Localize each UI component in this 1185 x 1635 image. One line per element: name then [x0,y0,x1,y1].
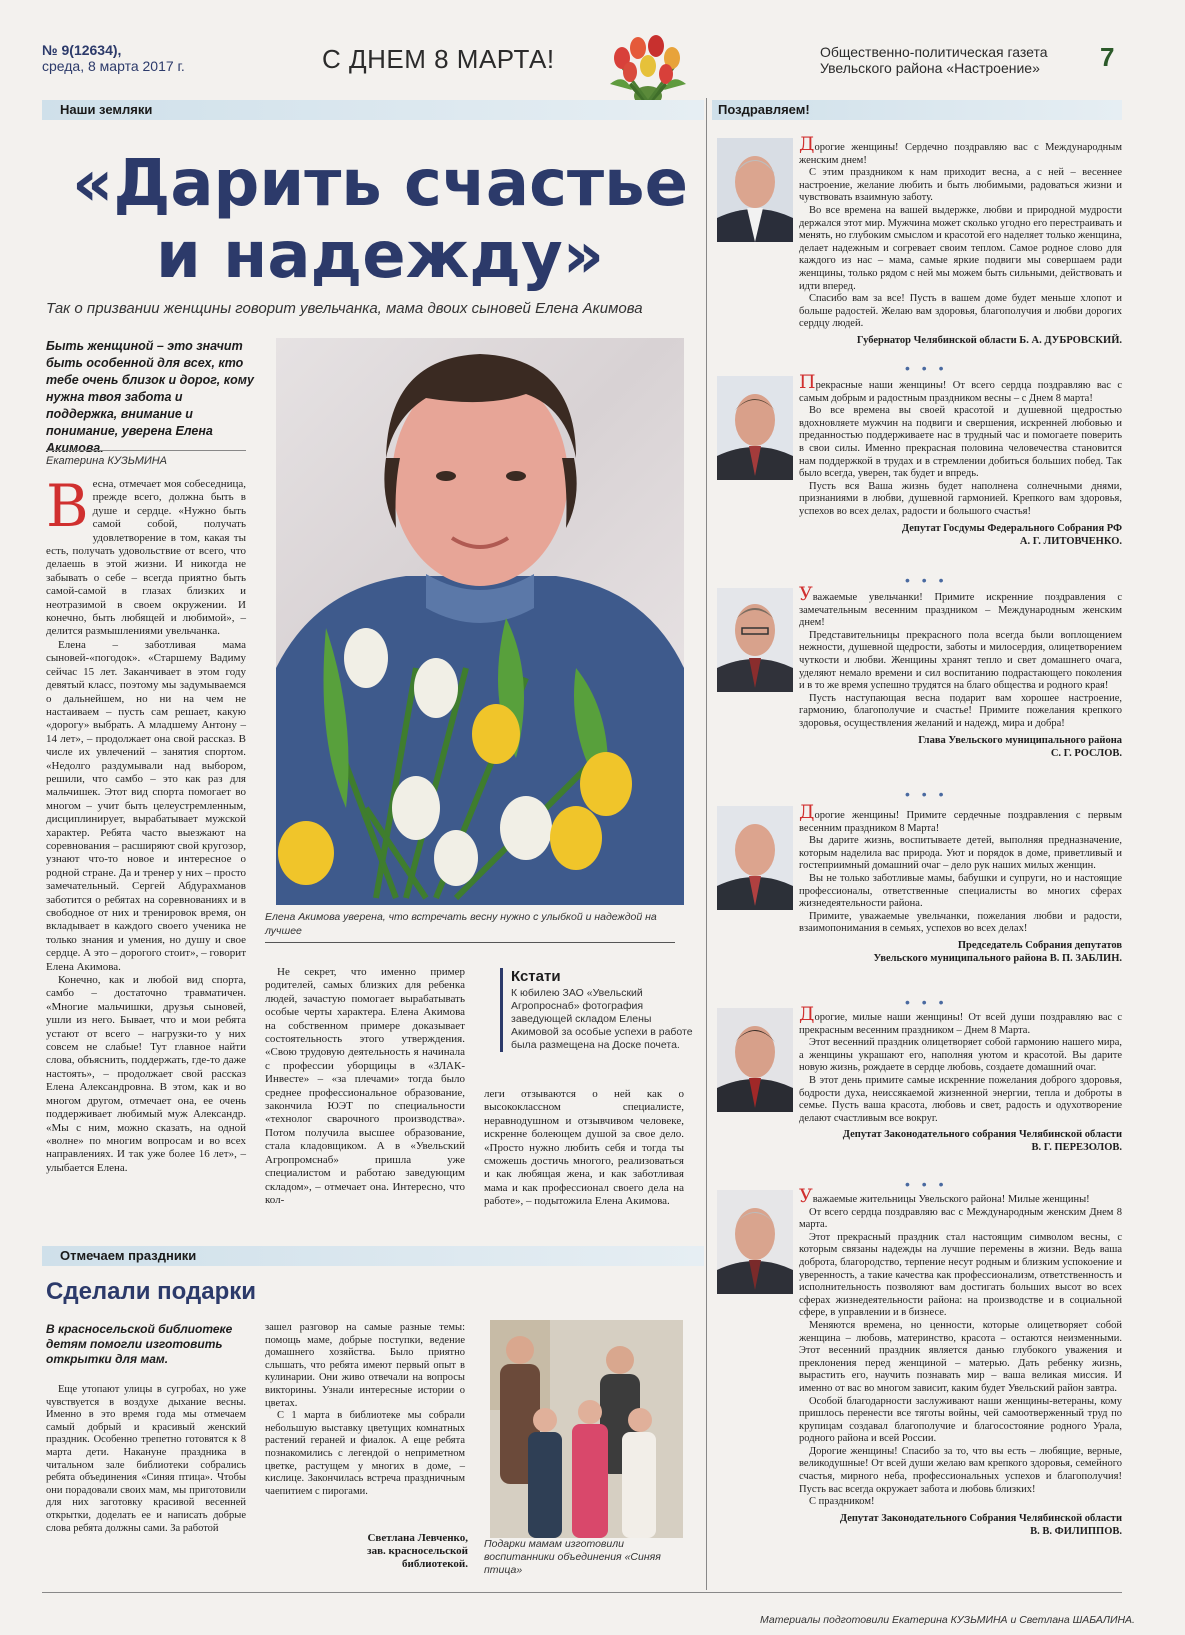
greeting-drop-letter: Д [799,1003,815,1025]
signature-role-1: зав. красносельской [367,1545,468,1557]
separator-dots: • • • [905,994,948,1010]
separator-dots: • • • [905,1176,948,1192]
greeting-card-4 [717,801,1122,992]
greeting-paragraph: Особой благодарности заслуживают наши женщины-ветераны, кому пришлось перенести все тяготы войны, чей самоотверженный труд по крупицам создавал благополучие и благосостояние родного Урала, родного района и всей России. [799,1395,1122,1445]
greeting-card-5 [717,1003,1122,1178]
headline-line-2: и надежду» [155,219,605,293]
article-column-2 [265,966,465,1207]
newspaper-line-2: Увельского района «Настроение» [820,60,1040,76]
article-subhead: Так о призвании женщины говорит увельчанка, мама двоих сыновей Елена Акимова [46,300,643,317]
greeting-signature: Губернатор Челябинской области Б. А. ДУБРОВСКИЙ. [856,334,1122,346]
greeting-signature: Депутат Законодательного собрания Челябинской области [842,1129,1122,1141]
greeting-paragraph: С этим праздником к нам приходит весна, а с ней – весеннее настроение, желание любить и быть любимыми, радоваться жизни и чувствовать взаимную заботу. [799,167,1122,204]
greeting-drop-letter: П [799,371,816,393]
col3-paragraph: леги отзываются о ней как о высококлассном специалисте, неравнодушном и отзывчивом человеке, искренне болеющем душой за свое дело. «Просто нужно любить себя и тогда ты сможешь достичь многого, реализоваться и как любящая жена, и как заботливая мама и как профессионал своего дела на работе», – подытожила Елена Акимова. [484,1088,684,1208]
article2-column-2 [265,1322,465,1498]
greeting-signature-name: С. Г. РОСЛОВ. [1050,747,1122,759]
col1-paragraph-1: есна, отмечает моя собеседница, прежде всего, должна быть в душе и сердце. «Нужно быть самой собой, получать удовлетворение в том, какая ты есть, получать удовольствие от всего, что делаешь в этой жизни. И никогда не забывать о себе – всегда приятно быть самой-самой в глазах близких и неотразимой в своем окружении. И конечно, быть любящей и любимой», – делится размышлениями увельчанка. [46,478,246,638]
greeting-paragraph: Спасибо вам за все! Пусть в вашем доме будет меньше хлопот и больше радостей. Желаю вам здоровья, благополучия и любви дорогих сердцу людей. [799,293,1122,330]
article2-title: Сделали подарки [46,1278,257,1305]
article-headline [60,148,700,292]
greeting-text [799,801,1122,965]
greeting-text [799,371,1122,548]
portrait-photo [717,138,793,242]
portrait-photo [717,588,793,692]
drop-cap-letter: В [46,472,89,540]
greeting-paragraph: Во все времена на вашей выдержке, любви и природной мудрости держался этот мир. Мужчина может сколько угодно его перестраивать и менять, но глубоким смыслом и красотой его наделяет только женщина, делает надежным и согревает своим теплом. Самое родное слово для каждого из нас – мама, самые яркие подвиги мы совершаем ради женщины, только рядом с ней мы можем быть сильными, действовать и идти вперед. [799,204,1122,292]
section-bar-left: Наши земляки [42,100,704,120]
separator-dots: • • • [905,572,948,588]
article2-lead: В красносельской библиотеке детям помогли изготовить открытки для мам. [46,1322,233,1366]
article2-col2-paragraph-2: С 1 марта в библиотеке мы собрали небольшую выставку цветущих комнатных растений гераней и фиалок. А еще ребята познакомились с легендой о неприметном цветке, растущем у многих в доме, – кислице. Закончилась встреча праздничным чаепитием с пирогами. [265,1410,465,1497]
greeting-paragraph: Пусть наступающая весна подарит вам хорошее настроение, гармонию, благополучие и счастье! Примите пожелания крепкого здоровья, осуществления желаний и надежд, мира и добра! [799,692,1122,729]
greeting-paragraph: Вы не только заботливые мамы, бабушки и супруги, но и настоящие профессионалы, ответственные специалисты во многих сферах жизнедеятельности района. [799,872,1122,910]
greeting-card-6 [717,1185,1122,1580]
greeting-paragraph: орогие женщины! Сердечно поздравляю вас с Международным женским днем! [799,142,1122,166]
footer-credits: Материалы подготовили Екатерина КУЗЬМИНА и Светлана ШАБАЛИНА. [760,1614,1135,1626]
main-photo-caption: Елена Акимова уверена, что встречать весну нужно с улыбкой и надеждой на лучшее [265,910,675,943]
col1-paragraph-3: Конечно, как и любой вид спорта, самбо – достаточно травматичен. «Многие мальчишки, друзья сыновей, ушли из него. Бывает, что и мои ребята устают от всего – нагрузки-то у них совсем не слабые! Тут главное найти слова, объяснить, поддержать, где-то даже настоять», – продолжает свой рассказ Елена Александровна. В этом, как и во многом другом, отмечает она, ее очень поддерживает любимый муж Александр. «Мы с ним, можно сказать, на одной «волне» по многим вопросам и во всех направлениях. И так уже более 16 лет», – улыбается Елена. [46,974,246,1174]
tulip-bouquet-icon [600,24,696,110]
greeting-paragraph: орогие женщины! Примите сердечные поздравления с первым весенним праздником 8 Марта! [799,810,1122,834]
greeting-paragraph: Вы дарите жизнь, воспитываете детей, выполняя предназначение, которым наделила вас природа. Уют и порядок в доме, приветливый и гостеприимный домашний очаг – дело рук наших милых женщин. [799,835,1122,872]
greeting-text [799,583,1122,760]
greeting-signature: Председатель Собрания депутатов [957,939,1122,951]
issue-info [42,42,185,74]
greeting-text [799,1185,1122,1538]
greeting-drop-letter: Д [799,133,815,155]
children-group-image [490,1320,683,1538]
article-lead: Быть женщиной – это значит быть особенной для всех, кто тебе очень близок и дорог, кому нужна твоя забота и поддержка, внимание и понимание, уверена Елена Акимова. [46,339,254,455]
library-photo [490,1320,683,1538]
portrait-photo [717,1008,793,1112]
headline-line-1: «Дарить счастье [72,147,688,221]
woman-with-tulips-image [276,338,684,905]
article2-col1-paragraph: Еще утопают улицы в сугробах, но уже чувствуется в воздухе дыхание весны. Именно в это время года мы отмечаем самый добрый и красивый женский праздник. Особенно трепетно готовятся к 8 марта дети. Накануне праздника в читальном зале библиотеки собрались ребята объединения «Синяя птица». Чтобы они порадовали своих мам, мы приготовили для них заготовку красивой весенней открытки, доделать ее и написать добрые слова ребята должны сами. За работой [46,1384,246,1534]
greeting-paragraph: Примите, уважаемые увельчанки, пожелания любви и радости, взаимопонимания в семьях, успехов во всех делах! [799,910,1122,935]
article2-signature [330,1532,468,1571]
greeting-signature-name: В. Г. ПЕРЕЗОЛОВ. [1031,1142,1122,1154]
greeting-signature-name: А. Г. ЛИТОВЧЕНКО. [1019,535,1122,547]
signature-role-2: библиотекой. [402,1558,468,1570]
article-column-3 [484,1088,684,1209]
greeting-card-3 [717,583,1122,784]
greeting-paragraph: рекрасные наши женщины! От всего сердца поздравляю вас с самым добрым и радостным праздником весны – с Днем 8 марта! [799,380,1122,404]
issue-number: № 9(12634), [42,42,122,58]
greeting-paragraph: От всего сердца поздравляю вас с Международным женским Днем 8 марта. [799,1206,1122,1231]
separator-dots: • • • [905,786,948,802]
greeting-paragraph: С праздником! [809,1496,875,1508]
greeting-paragraph: Меняются времена, но ценности, которые олицетворяет собой женщина – любовь, материнство, красота – остаются неизменными. Этот весенний праздник является данью глубокого уважения и преклонения перед женщиной – матерью. Дать ребенку жизнь, вырастить его, научить познавать мир – ваша великая миссия. И именно от вас во многом зависит, каким будет Увельский район завтра. [799,1319,1122,1394]
greeting-signature: Глава Увельского муниципального района [918,734,1122,746]
section-bar-bottom: Отмечаем праздники [42,1246,704,1266]
greeting-paragraph: Этот прекрасный праздник стал настоящим символом весны, с которым связаны надежды на лучшие перемены в жизни. Ведь ваша доброта, благородство, терпение несут родным и близким успокоение и уверенность, а такие качества как профессионализм, ответственность и исполнительность позволяют вам достигать больших высот во всех сферах жизнедеятельности района: на производстве и в социальной сфере, в управлении и в бизнесе. [799,1231,1122,1319]
signature-name: Светлана Левченко, [367,1532,468,1544]
greeting-drop-letter: Д [799,801,815,823]
greeting-paragraph: Представительницы прекрасного пола всегда были воплощением нежности, душевной щедрости, заботы и милосердия, олицетворением чуткости и любви. Женщины хранят тепло и свет домашнего очага, уделяют немало времени и сил воспитанию подрастающего поколения и в то же время успешно трудятся на благо общества и родного края! [799,629,1122,692]
header-title: С ДНЕМ 8 МАРТА! [322,44,555,74]
greeting-card-1 [717,133,1122,368]
column-divider [706,98,707,1590]
greeting-signature-name: Увельского муниципального района В. П. ЗАБЛИН. [873,952,1122,964]
main-photo [276,338,684,905]
greeting-paragraph: орогие, милые наши женщины! От всей души поздравляю вас с прекрасным весенним праздником – Днем 8 Марта. [799,1012,1122,1036]
greeting-drop-letter: У [799,583,813,605]
greeting-signature: Депутат Законодательного Собрания Челябинской области [839,1512,1122,1524]
greeting-paragraph: важаемые жительницы Увельского района! Милые женщины! [812,1194,1090,1205]
separator-dots: • • • [905,360,948,376]
greeting-paragraph: Этот весенний праздник олицетворяет собой гармонию нашего мира, а женщины украшают его, наполняя уютом и красотой. Вы дарите новую жизнь, рождаете в сердце любовь, создаете домашний очаг. [799,1037,1122,1074]
kstati-text: К юбилею ЗАО «Увельский Агропроснаб» фотография заведующей складом Елены Акимовой за особые успехи в работе была размещена на Доске почета. [511,987,693,1051]
col1-paragraph-2: Елена – заботливая мама сыновей-«погодок». «Старшему Вадиму сейчас 15 лет. Заканчивает в этом году девятый класс, поэтому мы задумываемся о дальнейшем, но ни на чем не настаиваем – пусть сам решает, какую «дорогу» выбрать. А младшему Антону – 14 лет», – продолжает она свой рассказ. В числе их увлечений – занятия спортом. «Недолго раздумывали над выбором, решили, что самбо – это как раз для мальчишек. Этот вид спорта помогает во многом – учит быть целеустремленным, дисциплинирует, вырабатывает мужской характер. Ребята часто выезжают на соревнования – расширяют свой кругозор, узнают что-то новое и интересное о родной стране. Да и тренер у них – просто замечательный. Сергей Абдурахманов заботится о ребятах на соревнованиях и в свободное от них и тренировок время, он вкладывает в каждого своего ученика не только знания и умения, но душу и свое сердце. А это – дорогого стоит», – говорит Елена Акимова. [46,638,246,973]
page-number: 7 [1100,42,1115,72]
greeting-signature-name: В. В. ФИЛИППОВ. [1030,1525,1122,1537]
section-bar-right: Поздравляем! [712,100,1122,120]
greeting-paragraph: важаемые увельчанки! Примите искренние поздравления с замечательным весенним праздником – Международным женским днем! [799,592,1122,629]
portrait-photo [717,806,793,910]
article2-col2-paragraph-1: зашел разговор на самые разные темы: помощь маме, добрые поступки, ведение домашнего хозяйства. Было приятно слышать, что ребята имеют первый опыт в кулинарии. Они живо отвечали на вопросы викторины. Узнали интересные истории о цветах. [265,1322,465,1409]
portrait-photo [717,376,793,480]
greeting-paragraph: Во все времена вы своей красотой и душевной щедростью вдохновляете мужчин на подвиги и свершения, искренней любовью и преданностью поддерживаете нас в трудный час и помогаете поверить в свои силы. Именно прекрасная половина человечества становится нам поддержкой в трудах и в стремлении добиться больших побед. Так было всегда, уверен, так будет и впредь. [799,405,1122,480]
article2-column-1 [46,1384,246,1535]
portrait-photo [717,1190,793,1294]
newspaper-name [820,44,1048,76]
greeting-signature: Депутат Госдумы Федерального Собрания РФ [901,522,1122,534]
greeting-card-2 [717,371,1122,576]
greeting-paragraph: Дорогие женщины! Спасибо за то, что вы есть – любящие, верные, великодушные! От всей души желаю вам крепкого здоровья, семейного счастья, мирного неба, профессиональных успехов и благополучия! Пусть вас всегда окружает забота и любовь близких! [799,1445,1122,1495]
greeting-text [799,133,1122,347]
newspaper-line-1: Общественно-политическая газета [820,44,1048,60]
footer-rule [42,1592,1122,1593]
col2-paragraph: Не секрет, что именно пример родителей, самых близких для ребенка людей, зачастую помогает вырабатывать особые черты характера. Елена Акимова на собственном примере доказывает состоятельность этого утверждения. «Свою трудовую деятельность я начинала с профессии уборщицы в «ЗЛАК-Инвесте» – «за плечами» тогда было среднее профессиональное образование, закончила ЮЭТ по специальности «технолог сварочного производства». Потом получила высшее образование, стала кладовщиком. А в «Увельский Агропромснаб» пришла уже специалистом и работаю заведующим складом», – отмечает она. Интересно, что кол- [265,966,465,1206]
article-column-1 [46,472,246,1175]
greeting-paragraph: В этот день примите самые искренние пожелания доброго здоровья, бодрости духа, неиссякаемой жизненной энергии, тепла и доброты в семье. Пусть ваша красота, любовь и свет, радость и одухотворение делают счастливым все вокруг. [799,1074,1122,1124]
issue-date: среда, 8 марта 2017 г. [42,58,185,74]
kstati-title: Кстати [511,968,561,985]
kstati-box [500,968,696,1052]
greeting-text [799,1003,1122,1154]
greeting-paragraph: Пусть вся Ваша жизнь будет наполнена солнечными днями, признаниями в любви, душевной гармонией. Крепкого вам здоровья, успехов во всех делах, радости и большого счастья! [799,480,1122,517]
library-photo-caption: Подарки мамам изготовили воспитанники объединения «Синяя птица» [484,1538,661,1576]
greeting-drop-letter: У [799,1185,813,1207]
article-byline: Екатерина КУЗЬМИНА [46,450,246,467]
